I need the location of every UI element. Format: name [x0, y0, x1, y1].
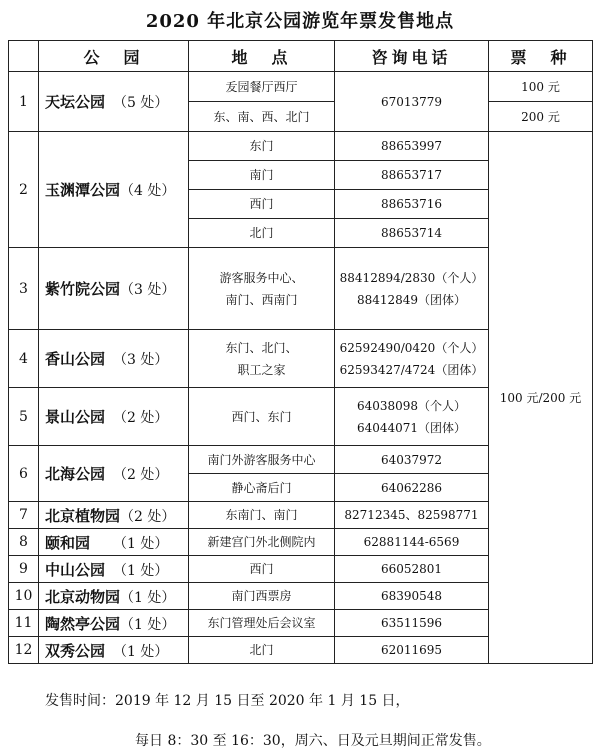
park-name: 景山公园	[45, 408, 106, 426]
park-cell	[39, 583, 189, 610]
park-name: 北京动物园	[45, 587, 121, 606]
phone-line: 62592490/0420（个人）	[339, 340, 484, 355]
phone-cell: 88653716	[335, 190, 489, 219]
park-cell	[39, 388, 189, 446]
header-ticket: 票 种	[489, 41, 593, 72]
location-cell: 南门外游客服务中心	[189, 446, 335, 474]
phone-cell: 67013779	[335, 72, 489, 132]
row-number: 11	[9, 610, 39, 637]
location-cell: 西门	[189, 556, 335, 583]
location-line: 游客服务中心、	[219, 270, 304, 285]
location-cell	[189, 330, 335, 388]
header-park: 公 园	[39, 41, 189, 72]
row-number: 6	[9, 446, 39, 502]
park-count: （2 处）	[120, 410, 169, 426]
park-cell	[39, 330, 189, 388]
location-cell: 西门、东门	[189, 388, 335, 446]
park-cell	[39, 248, 189, 330]
phone-cell: 88653714	[335, 219, 489, 248]
phone-line: 64044071（团体）	[356, 420, 467, 435]
park-count: （3 处）	[120, 282, 176, 298]
phone-cell	[335, 330, 489, 388]
phone-cell: 66052801	[335, 556, 489, 583]
park-cell	[39, 529, 189, 556]
row-number: 4	[9, 330, 39, 388]
phone-line: 88412849（团体）	[356, 292, 467, 307]
table-row	[9, 72, 593, 102]
location-cell: 叐园餐厅西厅	[189, 72, 335, 102]
phone-cell: 62011695	[335, 637, 489, 664]
location-cell: 新建宫门外北侧院内	[189, 529, 335, 556]
phone-line: 64038098（个人）	[356, 398, 467, 413]
location-cell: 北门	[189, 637, 335, 664]
row-number: 10	[9, 583, 39, 610]
price-cell: 100 元	[489, 72, 593, 102]
park-count: （4 处）	[120, 183, 176, 199]
park-name: 双秀公园	[45, 641, 106, 660]
park-cell	[39, 637, 189, 664]
park-count: （1 处）	[120, 589, 176, 606]
phone-cell: 88653717	[335, 161, 489, 190]
phone-cell: 63511596	[335, 610, 489, 637]
park-count: （2 处）	[120, 508, 176, 525]
row-number: 1	[9, 72, 39, 132]
park-name: 紫竹院公园	[45, 280, 121, 298]
header-no	[9, 41, 39, 72]
location-cell	[189, 248, 335, 330]
location-cell: 西门	[189, 190, 335, 219]
row-number: 2	[9, 132, 39, 248]
phone-line: 62593427/4724（团体）	[339, 362, 484, 377]
phone-line: 88412894/2830（个人）	[339, 270, 484, 285]
park-name: 北京植物园	[45, 506, 121, 525]
phone-cell	[335, 248, 489, 330]
sale-time-line-2: 每日 8：30 至 16：30，周六、日及元旦期间正常发售。	[135, 733, 491, 749]
location-cell: 东、南、西、北门	[189, 102, 335, 132]
page-title: 2020 年北京公园游览年票发售地点	[145, 11, 455, 32]
location-cell: 东门	[189, 132, 335, 161]
location-cell: 东南门、南门	[189, 502, 335, 529]
park-cell	[39, 446, 189, 502]
row-number: 9	[9, 556, 39, 583]
park-name: 北海公园	[45, 465, 106, 483]
row-number: 12	[9, 637, 39, 664]
park-name: 陶然亭公园	[45, 614, 121, 633]
phone-cell: 88653997	[335, 132, 489, 161]
park-name: 玉渊潭公园	[45, 181, 121, 199]
row-number: 7	[9, 502, 39, 529]
row-number: 8	[9, 529, 39, 556]
location-cell: 静心斋后门	[189, 474, 335, 502]
park-count: （1 处）	[120, 562, 169, 579]
table-header-row	[9, 41, 593, 72]
location-cell: 东门管理处后会议室	[189, 610, 335, 637]
park-cell	[39, 502, 189, 529]
shared-price-cell: 100 元/200 元	[489, 132, 593, 664]
park-count: （5 处）	[120, 95, 169, 111]
park-cell	[39, 610, 189, 637]
row-number: 3	[9, 248, 39, 330]
location-cell: 南门	[189, 161, 335, 190]
price-cell: 200 元	[489, 102, 593, 132]
table-row	[9, 132, 593, 161]
phone-cell: 82712345、82598771	[335, 502, 489, 529]
sale-time-line-1: 发售时间：2019 年 12 月 15 日至 2020 年 1 月 15 日，	[45, 693, 410, 709]
location-line: 南门、西南门	[225, 292, 298, 307]
park-cell	[39, 72, 189, 132]
ticket-outlet-table	[8, 40, 593, 664]
location-line: 职工之家	[237, 362, 286, 377]
park-count: （1 处）	[120, 643, 169, 660]
phone-cell: 64037972	[335, 446, 489, 474]
row-number: 5	[9, 388, 39, 446]
park-count: （1 处）	[120, 616, 176, 633]
park-name: 天坛公园	[45, 93, 106, 111]
phone-cell: 68390548	[335, 583, 489, 610]
park-cell	[39, 132, 189, 248]
location-line: 东门、北门、	[225, 340, 298, 355]
phone-cell: 64062286	[335, 474, 489, 502]
park-count: （3 处）	[120, 352, 169, 368]
header-phone: 咨询电话	[335, 41, 489, 72]
header-location: 地 点	[189, 41, 335, 72]
park-cell	[39, 556, 189, 583]
park-count: （1 处）	[120, 535, 169, 552]
park-name: 香山公园	[45, 350, 106, 368]
park-name: 颐和园	[45, 533, 91, 552]
park-name: 中山公园	[45, 560, 106, 579]
park-count: （2 处）	[120, 467, 169, 483]
location-cell: 南门西票房	[189, 583, 335, 610]
location-cell: 北门	[189, 219, 335, 248]
phone-cell	[335, 388, 489, 446]
phone-cell: 62881144-6569	[335, 529, 489, 556]
